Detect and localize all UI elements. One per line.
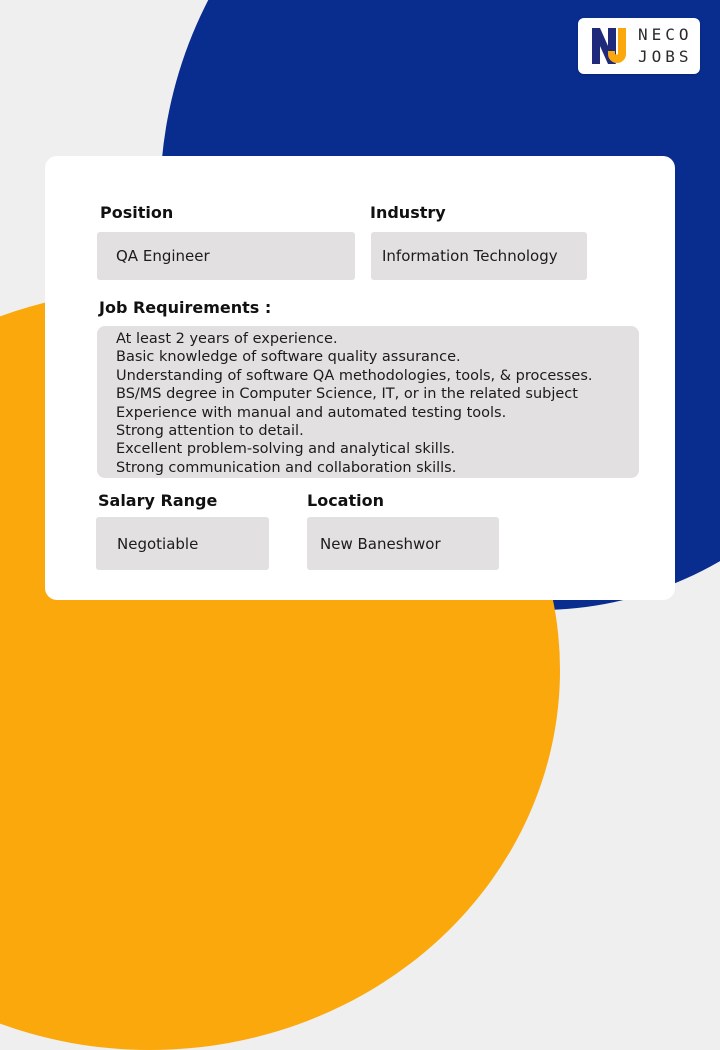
nj-logo-icon — [590, 25, 630, 67]
location-value: New Baneshwor — [307, 517, 499, 570]
location-label: Location — [307, 491, 384, 510]
requirement-item: Strong communication and collaboration skills. — [116, 459, 457, 476]
industry-value: Information Technology — [371, 232, 587, 280]
salary-range-label: Salary Range — [98, 491, 218, 510]
requirement-item: Experience with manual and automated testing tools. — [116, 404, 507, 421]
logo-text-neco: NECO — [638, 25, 693, 44]
requirement-item: Basic knowledge of software quality assurance. — [116, 349, 461, 366]
requirement-item: BS/MS degree in Computer Science, IT, or in the related subject — [116, 386, 578, 403]
job-requirements-label: Job Requirements : — [99, 298, 272, 317]
salary-range-value: Negotiable — [96, 517, 269, 570]
requirements-list — [97, 326, 639, 478]
position-label: Position — [100, 203, 174, 222]
position-value: QA Engineer — [97, 232, 355, 280]
neco-jobs-logo — [578, 18, 700, 74]
requirement-item: At least 2 years of experience. — [116, 331, 338, 347]
industry-label: Industry — [370, 203, 446, 222]
logo-text-jobs: JOBS — [638, 47, 693, 66]
requirement-item: Strong attention to detail. — [116, 423, 304, 440]
requirement-item: Understanding of software QA methodologies, tools, & processes. — [116, 367, 593, 384]
requirement-item: Excellent problem-solving and analytical skills. — [116, 441, 456, 458]
job-card — [45, 156, 675, 600]
